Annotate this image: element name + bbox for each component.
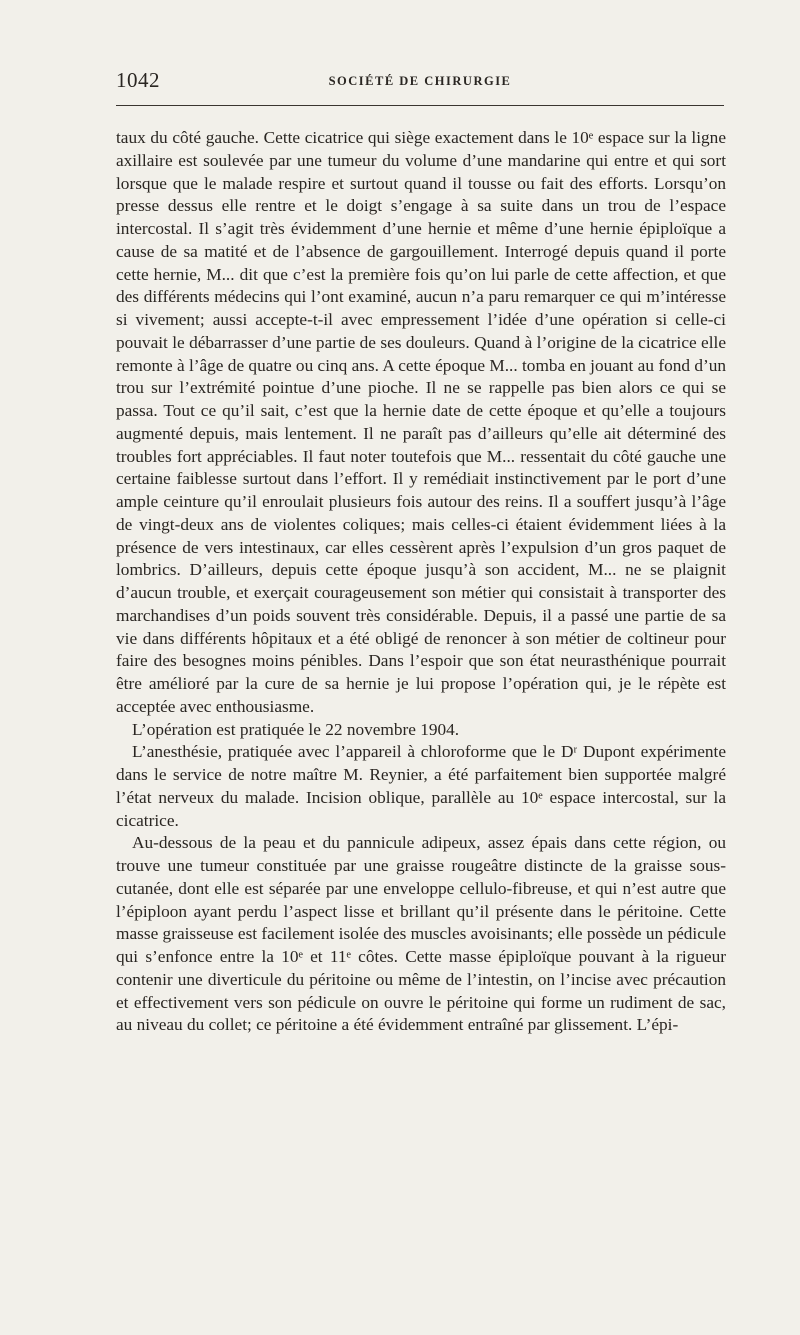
page-number: 1042 (116, 68, 160, 92)
header-rule (116, 105, 724, 106)
running-title: SOCIÉTÉ DE CHIRURGIE (328, 74, 512, 88)
page-header (116, 66, 724, 106)
body-text (116, 127, 726, 1037)
paragraph-1: taux du côté gauche. Cette cicatrice qui siège exactement dans le 10ᵉ espace sur la ligne axillaire est soulevée par une tumeur du volume d’une mandarine qui entre et qui sort lorsque que le malade respire et surtout quand il tousse ou fait des efforts. Lorsqu’on presse dessus elle rentre et le doigt s’engage à sa suite dans un trou de l’espace intercostal. Il s’agit très évidemment d’une hernie et même d’une hernie épiploïque a cause de sa matité et de l’absence de gargouillement. Interrogé depuis quand il porte cette hernie, M... dit que c’est la première fois qu’on lui parle de cette affection, et que des différents médecins qui l’ont examiné, aucun n’a paru remarquer ce qui m’intéresse si vivement; aussi accepte-t-il avec empressement l’idée d’une opération si celle-ci pouvait le débarrasser d’une partie de ses douleurs. Quand à l’origine de la cicatrice elle remonte à l’âge de quatre ou cinq ans. A cette époque M... tomba en jouant au fond d’un trou sur l’extrémité pointue d’une pioche. Il ne se rappelle pas bien alors ce qui se passa. Tout ce qu’il sait, c’est que la hernie date de cette époque et qu’elle a toujours augmenté depuis, mais lentement. Il ne paraît pas d’ailleurs qu’elle ait déterminé des troubles fort appréciables. Il faut noter toutefois que M... ressentait du côté gauche une certaine faiblesse surtout dans l’effort. Il y remédiait instinctivement par le port d’une ample ceinture qu’il enroulait plusieurs fois autour des reins. Il a souffert jusqu’à l’âge de vingt-deux ans de violentes coliques; mais celles-ci étaient évidemment liées à la présence de vers intestinaux, car elles cessèrent après l’expulsion d’un gros paquet de lombrics. D’ailleurs, depuis cette époque jusqu’à son accident, M... ne se plaignit d’aucun trouble, et exerçait courageusement son métier qui consistait à transporter des marchandises d’un poids souvent très considérable. Depuis, il a passé une partie de sa vie dans différents hôpitaux et a été obligé de renoncer à son métier de coltineur pour faire des besognes moins pénibles. Dans l’espoir que son état neurasthénique pourrait être amélioré par la cure de sa hernie je lui propose l’opération qui, je le répète est acceptée avec enthousiasme. (116, 128, 726, 716)
paragraph-2: L’opération est pratiquée le 22 novembre 1904. (132, 719, 460, 739)
paragraph-3: L’anesthésie, pratiquée avec l’appareil à chloroforme que le Dʳ Dupont expérimente dans le service de notre maître M. Reynier, a été parfaitement bien supportée malgré l’état nerveux du malade. Incision oblique, parallèle au 10ᵉ espace intercostal, sur la cicatrice. (116, 742, 726, 830)
paragraph-4: Au-dessous de la peau et du pannicule adipeux, assez épais dans cette région, ou trouve une tumeur constituée par une graisse rougeâtre distincte de la graisse sous-cutanée, dont elle est séparée par une enveloppe cellulo-fibreuse, et qui n’est autre que l’épiploon ayant perdu l’aspect lisse et brillant qu’il présente dans le péritoine. Cette masse graisseuse est facilement isolée des muscles avoisinants; elle possède un pédicule qui s’enfonce entre la 10ᵉ et 11ᵉ côtes. Cette masse épiploïque pouvant à la rigueur contenir une diverticule du péritoine ou même de l’intestin, on l’incise avec précaution et effectivement vers son pédicule on ouvre le péritoine qui forme un rudiment de sac, au niveau du collet; ce péritoine a été évidemment entraîné par glissement. L’épi- (116, 833, 726, 1035)
